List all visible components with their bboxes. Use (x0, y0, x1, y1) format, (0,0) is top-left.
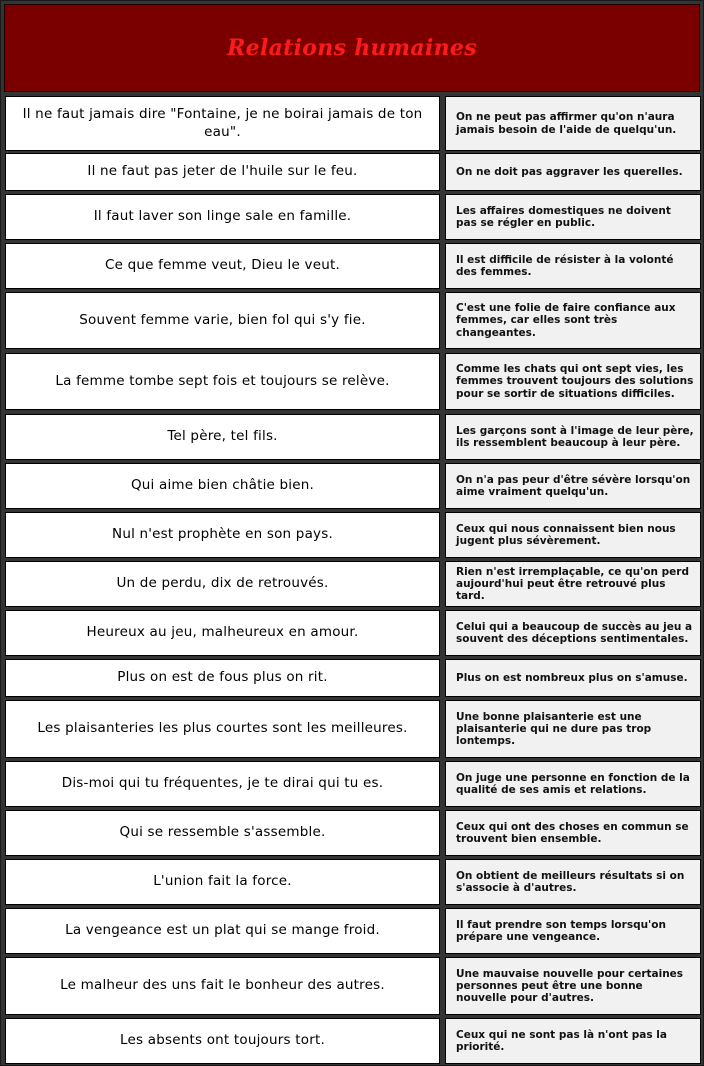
meaning-cell: On n'a pas peur d'être sévère lorsqu'on aime vraiment quelqu'un. (445, 463, 701, 509)
table-row (1, 194, 704, 240)
meaning-cell: On juge une personne en fonction de la qualité de ses amis et relations. (445, 761, 701, 807)
table-row (1, 761, 704, 807)
table-row (1, 353, 704, 410)
table-row (1, 610, 704, 656)
proverb-cell: Les absents ont toujours tort. (5, 1018, 440, 1064)
table-row (1, 512, 704, 558)
page-title: Relations humaines (227, 35, 477, 61)
proverb-cell: Nul n'est prophète en son pays. (5, 512, 440, 558)
meaning-cell: Une bonne plaisanterie est une plaisanterie qui ne dure pas trop lontemps. (445, 700, 701, 758)
meaning-cell: Une mauvaise nouvelle pour certaines personnes peut être une bonne nouvelle pour d'autres. (445, 957, 701, 1015)
proverb-cell: Dis-moi qui tu fréquentes, je te dirai qui tu es. (5, 761, 440, 807)
table-row (1, 153, 704, 191)
meaning-cell: C'est une folie de faire confiance aux femmes, car elles sont très changeantes. (445, 292, 701, 349)
proverb-cell: Un de perdu, dix de retrouvés. (5, 561, 440, 607)
meaning-cell: On ne peut pas affirmer qu'on n'aura jamais besoin de l'aide de quelqu'un. (445, 96, 701, 151)
proverb-cell: Il ne faut jamais dire "Fontaine, je ne boirai jamais de ton eau". (5, 96, 440, 151)
table-row (1, 292, 704, 349)
proverb-cell: Qui aime bien châtie bien. (5, 463, 440, 509)
meaning-cell: Il faut prendre son temps lorsqu'on prépare une vengeance. (445, 908, 701, 954)
proverb-cell: Qui se ressemble s'assemble. (5, 810, 440, 856)
proverb-cell: Le malheur des uns fait le bonheur des autres. (5, 957, 440, 1015)
meaning-cell: Celui qui a beaucoup de succès au jeu a souvent des déceptions sentimentales. (445, 610, 701, 656)
table-row (1, 243, 704, 289)
proverb-cell: Tel père, tel fils. (5, 414, 440, 460)
meaning-cell: Plus on est nombreux plus on s'amuse. (445, 659, 701, 697)
table-row (1, 96, 704, 151)
proverb-cell: Il ne faut pas jeter de l'huile sur le feu. (5, 153, 440, 191)
meaning-cell: Ceux qui ont des choses en commun se trouvent bien ensemble. (445, 810, 701, 856)
title-banner (4, 4, 700, 92)
meaning-cell: On obtient de meilleurs résultats si on s'associe à d'autres. (445, 859, 701, 905)
meaning-cell: On ne doit pas aggraver les querelles. (445, 153, 701, 191)
meaning-cell: Les garçons sont à l'image de leur père, ils ressemblent beaucoup à leur père. (445, 414, 701, 460)
proverb-cell: Il faut laver son linge sale en famille. (5, 194, 440, 240)
table-row (1, 700, 704, 758)
proverb-cell: Plus on est de fous plus on rit. (5, 659, 440, 697)
meaning-cell: Les affaires domestiques ne doivent pas se régler en public. (445, 194, 701, 240)
table-row (1, 561, 704, 607)
proverb-cell: La vengeance est un plat qui se mange froid. (5, 908, 440, 954)
proverb-cell: Souvent femme varie, bien fol qui s'y fie. (5, 292, 440, 349)
meaning-cell: Il est difficile de résister à la volonté des femmes. (445, 243, 701, 289)
proverb-cell: Les plaisanteries les plus courtes sont les meilleures. (5, 700, 440, 758)
proverb-cell: Ce que femme veut, Dieu le veut. (5, 243, 440, 289)
table-row (1, 957, 704, 1015)
table-row (1, 414, 704, 460)
table-row (1, 463, 704, 509)
table-row (1, 908, 704, 954)
meaning-cell: Ceux qui nous connaissent bien nous jugent plus sévèrement. (445, 512, 701, 558)
meaning-cell: Ceux qui ne sont pas là n'ont pas la priorité. (445, 1018, 701, 1064)
table-row (1, 659, 704, 697)
table-row (1, 810, 704, 856)
proverb-cell: Heureux au jeu, malheureux en amour. (5, 610, 440, 656)
table-row (1, 859, 704, 905)
proverb-cell: La femme tombe sept fois et toujours se relève. (5, 353, 440, 410)
proverb-cell: L'union fait la force. (5, 859, 440, 905)
table-row (1, 1018, 704, 1064)
meaning-cell: Rien n'est irremplaçable, ce qu'on perd aujourd'hui peut être retrouvé plus tard. (445, 561, 701, 607)
meaning-cell: Comme les chats qui ont sept vies, les femmes trouvent toujours des solutions pour se sortir de situations difficiles. (445, 353, 701, 410)
